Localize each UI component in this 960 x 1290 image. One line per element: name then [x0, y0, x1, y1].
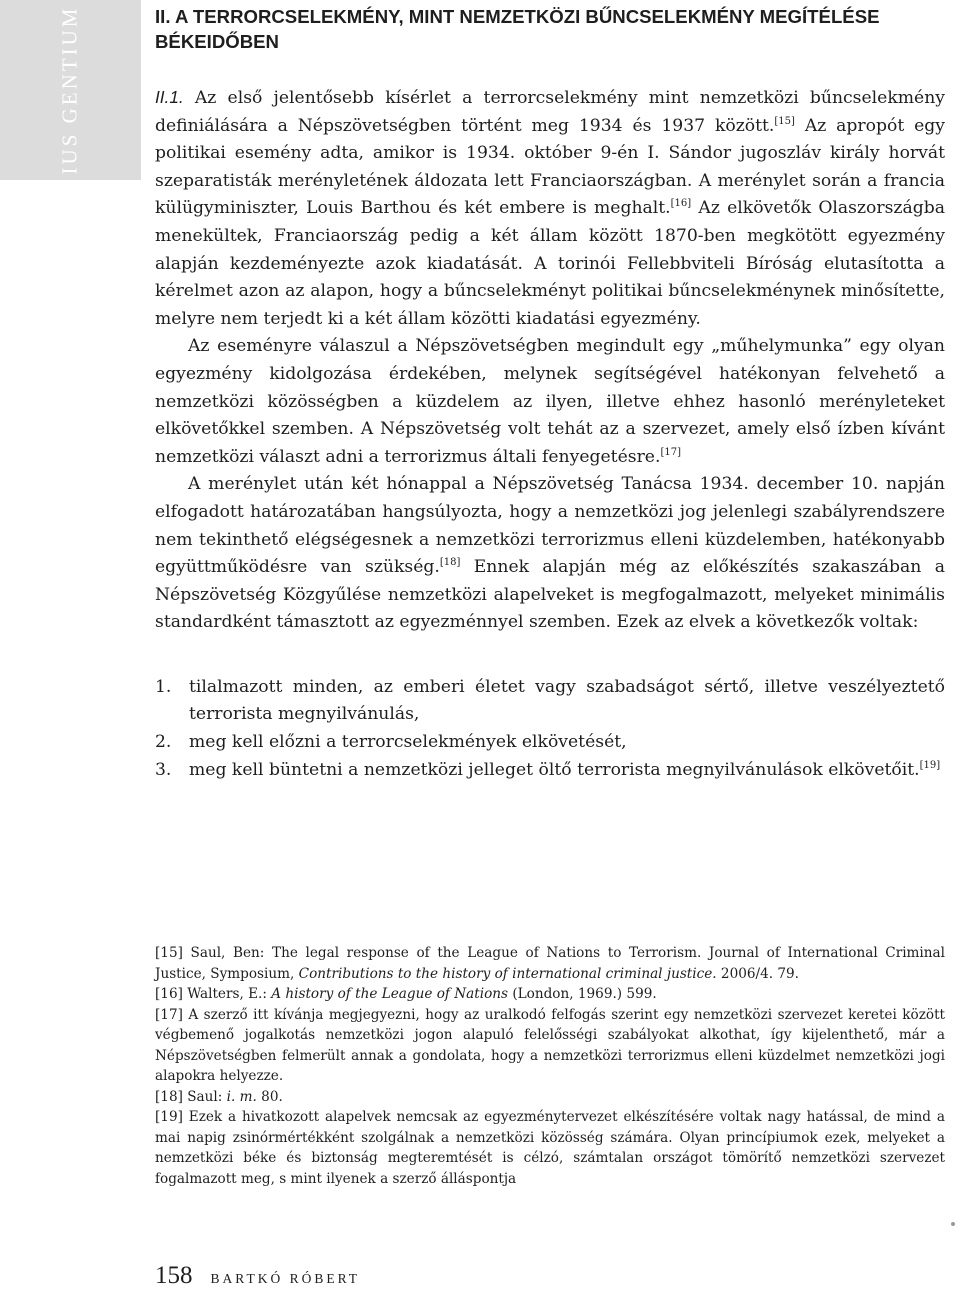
- list-item: [155, 757, 945, 785]
- list-item-text-body: tilalmazott minden, az emberi életet vagy szabadságot sértő, illetve veszélyeztető terrorista megnyilvánulás,: [189, 676, 945, 725]
- footnote-ref-18[interactable]: [18]: [439, 557, 461, 569]
- footnote-16: [155, 984, 945, 1005]
- page-number: 158: [155, 1262, 193, 1289]
- section-number: II.1.: [155, 87, 184, 107]
- list-item-number: 1.: [155, 676, 172, 697]
- author-name: BARTKÓ RÓBERT: [210, 1271, 361, 1286]
- footnote-ref-15[interactable]: [15]: [774, 115, 795, 127]
- footnote-18-italic: i. m.: [226, 1088, 257, 1105]
- list-item-number: 2.: [155, 732, 172, 753]
- journal-name: IUS GENTIUM: [57, 5, 82, 175]
- paragraph-1-part-b: Az apropót egy politikai esemény adta, amikor is 1934. október 9-én I. Sándor jugoszláv király horvát szeparatisták merényletének áldozata lett Franciaországban. A merénylet során a francia külügyminiszter, Louis Barthou és két embere is meghalt.: [155, 115, 945, 219]
- paragraph-3-part-a: A merénylet után két hónappal a Népszövetség Tanácsa 1934. december 10. napján elfogadott határozatában hangsúlyozta, hogy a nemzetközi jog jelenlegi szabályrendszere nem tekinthető elégségesnek a nemzetközi terrorizmus elleni küzdelemben, hatékonyabb együttműködésre van szükség.: [155, 474, 945, 578]
- footnote-15-text: [15] Saul, Ben: The legal response of the League of Nations to Terrorism. Journal of International Criminal Justice, Symposium,: [155, 945, 945, 982]
- footnote-15-tail: 2006/4. 79.: [716, 965, 799, 982]
- footnotes: [155, 943, 945, 1189]
- main-content: [155, 4, 945, 784]
- paragraph-2-text: Az eseményre válaszul a Népszövetségben megindult egy „műhelymunka” egy olyan egyezmény kidolgozása érdekében, melynek segítségével hatékonyan felvehető a nemzetközi közösségben a küzdelem az ilyen, illetve ehhez hasonló merényleteket elkövetőkkel szemben. A Népszövetség volt tehát az a szervezet, amely első ízben kívánt nemzetközi választ adni a terrorizmus általi fenyegetésre.: [155, 336, 945, 467]
- list-item-text: [189, 674, 945, 729]
- page-footer: [155, 1262, 360, 1290]
- principles-list: [155, 674, 945, 784]
- footnote-15: [155, 943, 945, 984]
- list-item-text-body: meg kell büntetni a nemzetközi jelleget öltő terrorista megnyilvánulások elkövetőit.: [189, 759, 920, 780]
- footnote-16-text: [16] Walters, E.:: [155, 986, 272, 1002]
- body-text: [155, 84, 945, 637]
- footnote-15-italic: Contributions to the history of international criminal justice.: [298, 965, 717, 982]
- footnote-ref-17[interactable]: [17]: [660, 446, 681, 458]
- paragraph-2: [155, 333, 945, 471]
- footnote-19: [19] Ezek a hivatkozott alapelvek nemcsak az egyezménytervezet elkészítésére voltak nagy hatással, de mind a mai napig zsinórmértékként szolgálnak a nemzetközi közösség számára. Olyan princípiumok ezek, melyeket a nemzetközi béke és biztonság megteremtését is célzó, számtalan országot tömörítő nemzetközi szervezet fogalmazott meg, s mint ilyenek a szerző álláspontja: [155, 1109, 945, 1187]
- footnote-16-italic: A history of the League of Nations: [271, 986, 508, 1002]
- footnote-17: [17] A szerző itt kívánja megjegyezni, hogy az uralkodó felfogás szerint egy nemzetközi szervezet keretei között végbemenő jogalkotás nemzetközi jogon alapuló felelősségi szabályokat alkothat, így kijelenthető, már a Népszövetségben felmerült annak a gondolata, hogy a nemzetközi terrorizmus elleni küzdelmet nemzetközi jogi alapokra helyezze.: [155, 1006, 945, 1084]
- list-item-number: 3.: [155, 759, 172, 780]
- continuation-dot: [951, 1222, 955, 1226]
- list-item: [155, 674, 945, 729]
- paragraph-1-part-a: Az első jelentősebb kísérlet a terrorcselekmény mint nemzetközi bűncselekmény definiálására a Népszövetségben történt meg 1934 és 1937 között.: [155, 88, 945, 136]
- paragraph-3: [155, 471, 945, 637]
- list-item-text-body: meg kell előzni a terrorcselekmények elkövetését,: [189, 732, 627, 753]
- chapter-title: II. A TERRORCSELEKMÉNY, MINT NEMZETKÖZI BŰNCSELEKMÉNY MEGÍTÉLÉSE BÉKEIDŐBEN: [155, 6, 880, 52]
- footnote-18: [155, 1087, 945, 1108]
- paragraph-3-part-b: Ennek alapján még az előkészítés szakaszában a Népszövetség Közgyűlése nemzetközi alapelveket is megfogalmazott, melyeket minimális standardként támasztott az egyezménnyel szemben. Ezek az elvek a következők voltak:: [155, 557, 945, 633]
- footnote-ref-19[interactable]: [19]: [919, 759, 941, 771]
- list-item-text: [189, 729, 945, 757]
- footnote-ref-16[interactable]: [16]: [670, 198, 692, 210]
- paragraph-1: [155, 84, 945, 333]
- list-item: [155, 729, 945, 757]
- footnote-16-tail: (London, 1969.) 599.: [508, 986, 657, 1002]
- footnote-18-tail: 80.: [256, 1088, 283, 1105]
- journal-side-band: [0, 0, 141, 180]
- list-item-text: [189, 757, 945, 785]
- footnote-18-text: [18] Saul:: [155, 1088, 227, 1105]
- paragraph-1-part-c: Az elkövetők Olaszországba menekültek, Franciaország pedig a két állam között 1870-ben megkötött egyezmény alapján kezdeményezte azok kiadatását. A torinói Fellebbviteli Bíróság elutasította a kérelmet azon az alapon, hogy a bűncselekményt politikai bűncselekménynek minősítette, melyre nem terjedt ki a két állam közötti kiadatási egyezmény.: [155, 198, 945, 329]
